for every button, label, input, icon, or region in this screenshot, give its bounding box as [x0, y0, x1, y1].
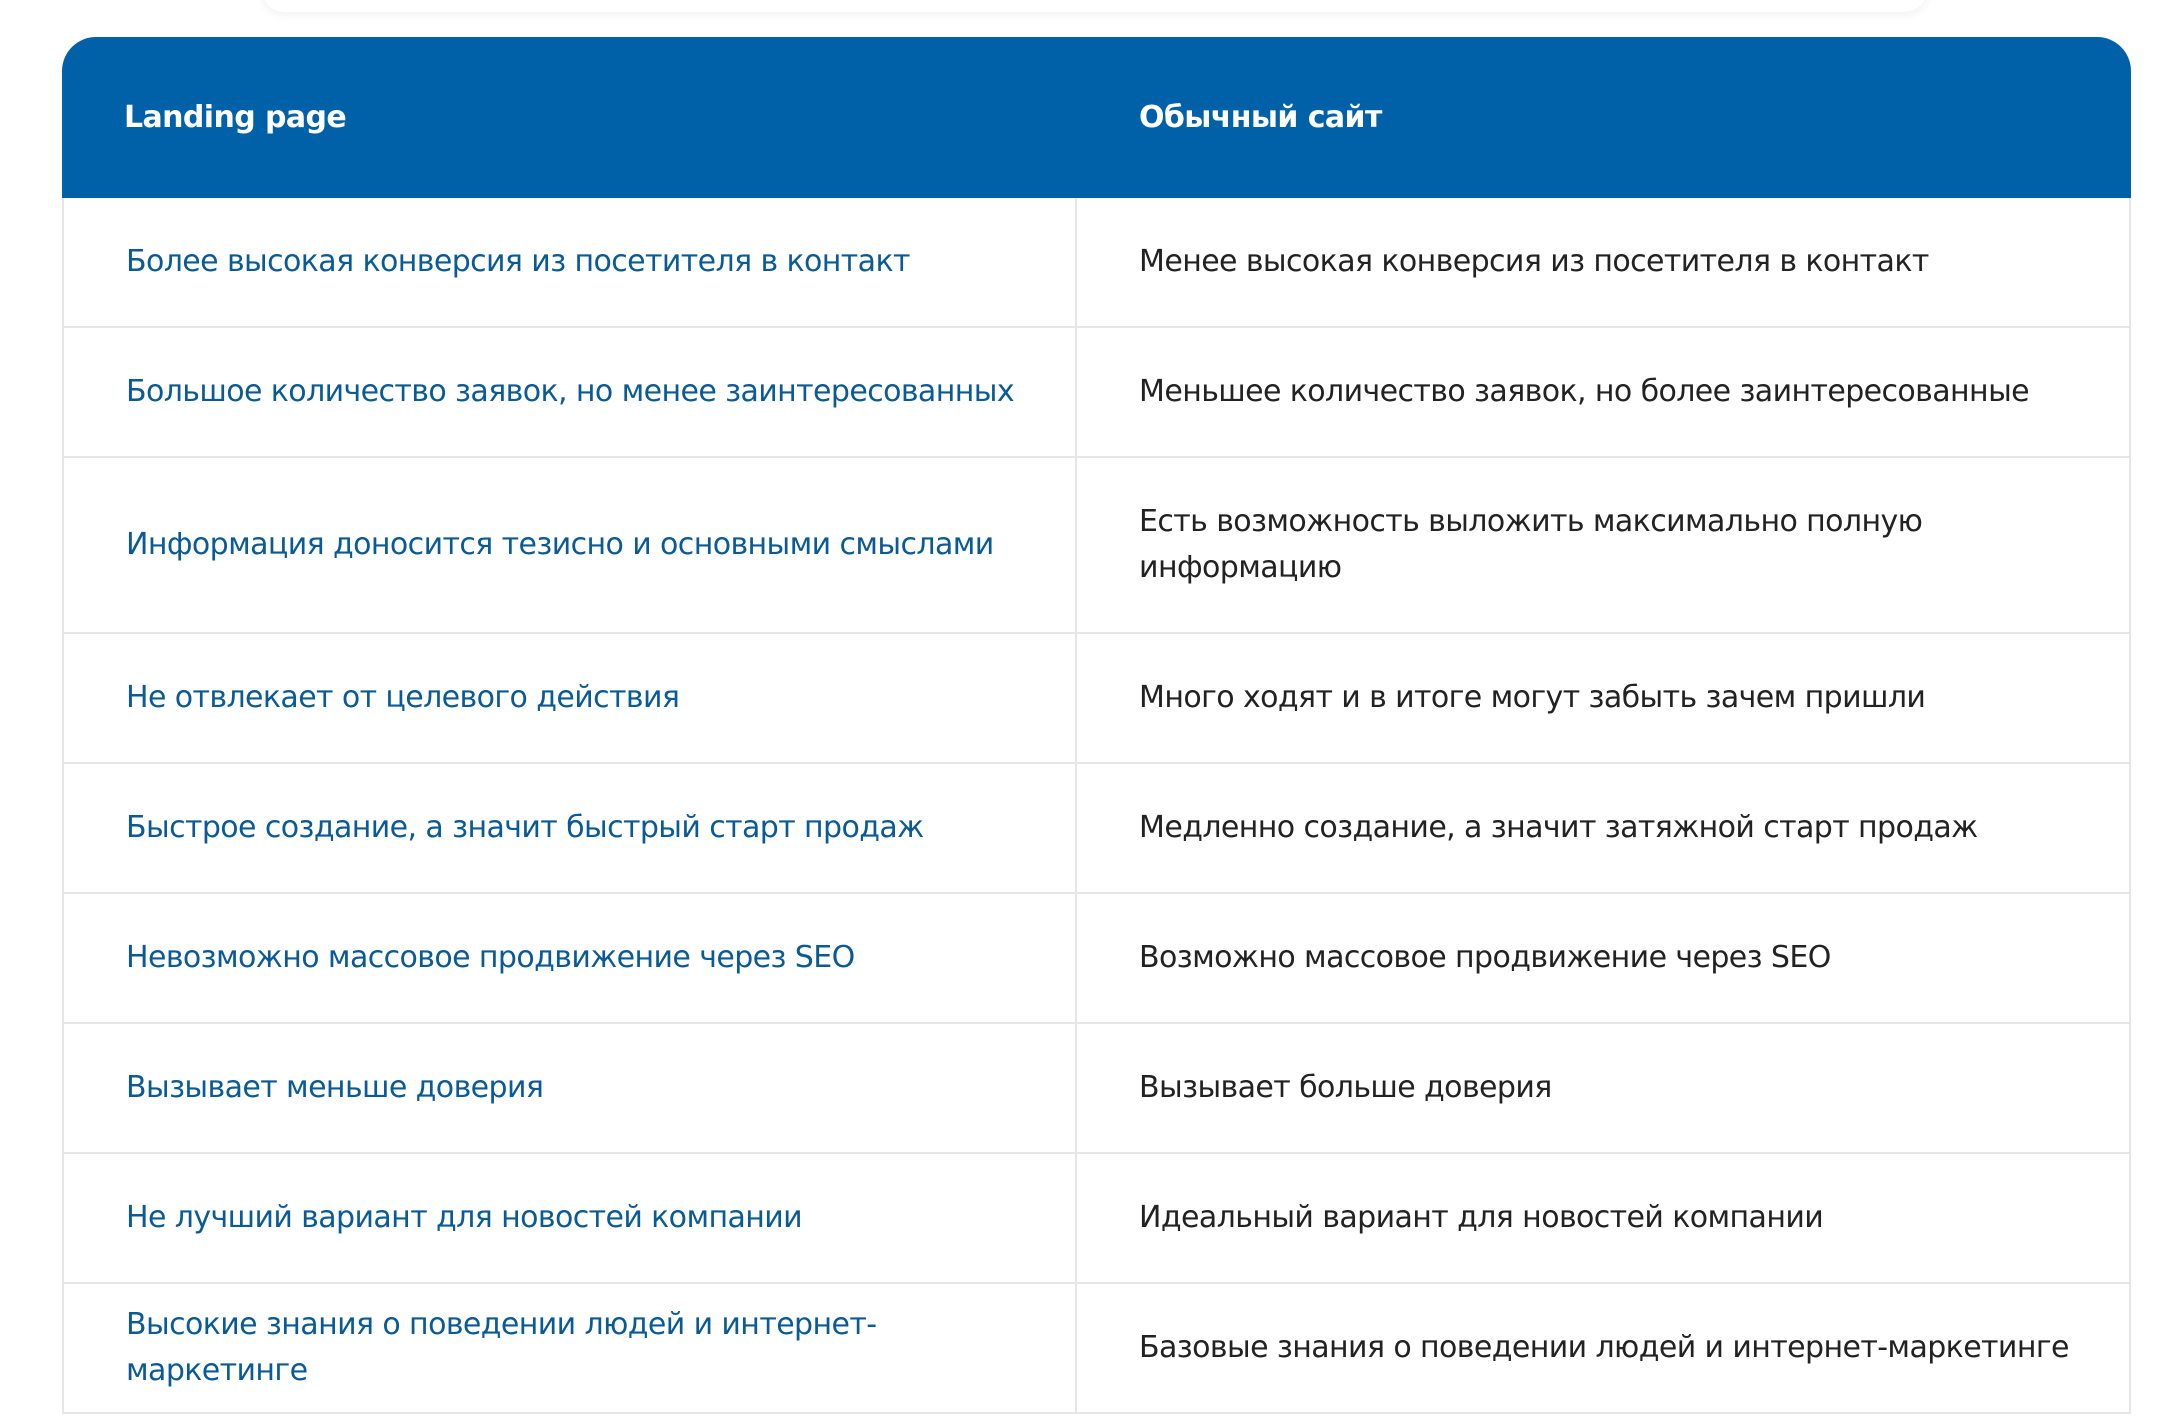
table-row	[62, 1284, 2131, 1414]
landing-cell: Большое количество заявок, но менее заинтересованных	[64, 328, 1077, 456]
table-header	[62, 37, 2131, 198]
header-landing-page: Landing page	[124, 100, 347, 135]
landing-cell: Не лучший вариант для новостей компании	[64, 1154, 1077, 1282]
landing-cell: Невозможно массовое продвижение через SEO	[64, 894, 1077, 1022]
landing-cell: Высокие знания о поведении людей и интернет-маркетинге	[64, 1284, 1077, 1412]
landing-cell: Быстрое создание, а значит быстрый старт продаж	[64, 764, 1077, 892]
table-row	[62, 1154, 2131, 1284]
landing-cell: Более высокая конверсия из посетителя в контакт	[64, 198, 1077, 326]
table-row	[62, 328, 2131, 458]
table-row	[62, 634, 2131, 764]
site-cell: Меньшее количество заявок, но более заинтересованные	[1139, 374, 2030, 409]
table-row	[62, 198, 2131, 328]
table-row	[62, 1024, 2131, 1154]
landing-cell: Не отвлекает от целевого действия	[64, 634, 1077, 762]
table-row	[62, 458, 2131, 634]
site-cell: Вызывает больше доверия	[1139, 1070, 1552, 1105]
site-cell: Идеальный вариант для новостей компании	[1139, 1200, 1824, 1235]
landing-cell: Вызывает меньше доверия	[64, 1024, 1077, 1152]
site-cell: Менее высокая конверсия из посетителя в контакт	[1139, 244, 1929, 279]
site-cell: Возможно массовое продвижение через SEO	[1139, 940, 1831, 975]
comparison-table	[62, 37, 2131, 1414]
table-row	[62, 764, 2131, 894]
site-cell: Базовые знания о поведении людей и интернет-маркетинге	[1139, 1330, 2069, 1365]
site-cell: Есть возможность выложить максимально полную информацию	[1139, 504, 1923, 585]
table-row	[62, 894, 2131, 1024]
landing-cell: Информация доносится тезисно и основными смыслами	[64, 458, 1077, 632]
header-regular-site: Обычный сайт	[1139, 100, 1382, 135]
top-card	[262, 0, 1927, 12]
site-cell: Много ходят и в итоге могут забыть зачем пришли	[1139, 680, 1926, 715]
site-cell: Медленно создание, а значит затяжной старт продаж	[1139, 810, 1978, 845]
